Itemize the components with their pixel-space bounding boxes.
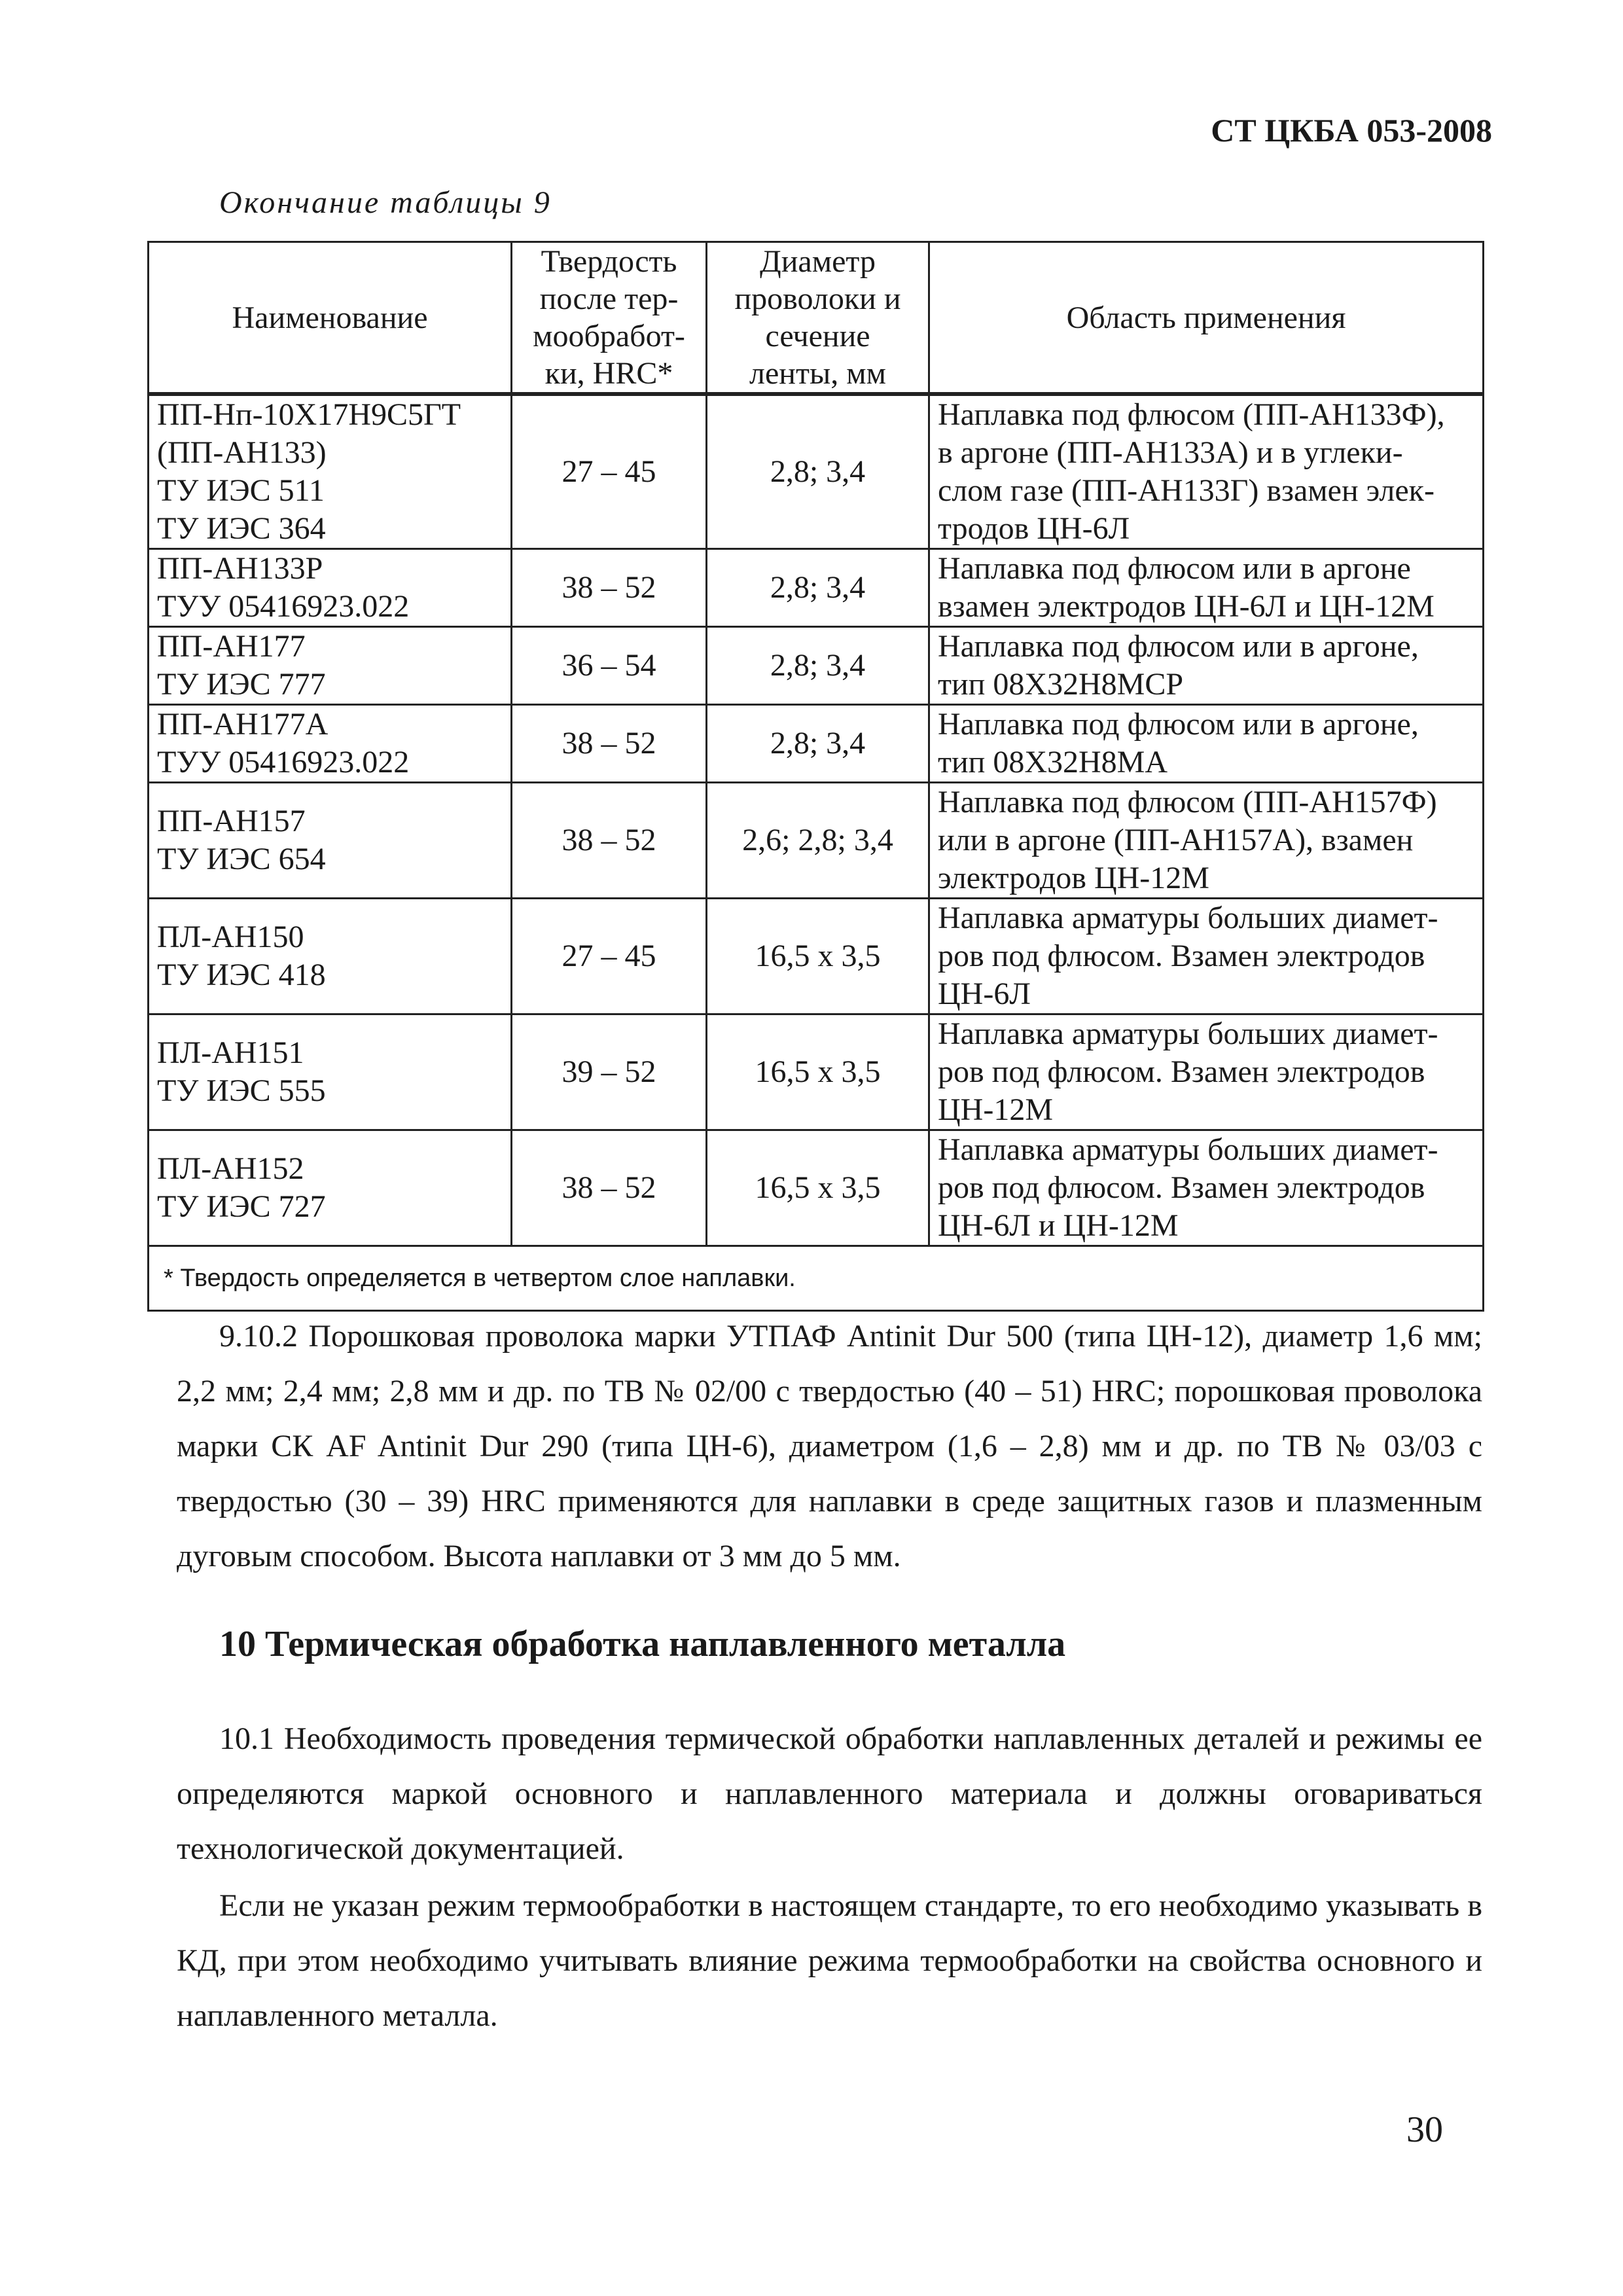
cell-diameter: 2,6; 2,8; 3,4 bbox=[707, 783, 929, 899]
column-header-application: Область применения bbox=[929, 242, 1484, 395]
cell-application: Наплавка под флюсом (ПП-АН133Ф), в аргоне (ПП-АН133А) и в углеки- слом газе (ПП-АН133Г) взамен элек- тродов ЦН-6Л bbox=[929, 394, 1484, 549]
table-row bbox=[149, 549, 1484, 627]
table-row bbox=[149, 394, 1484, 549]
cell-name: ПЛ-АН152 ТУ ИЭС 727 bbox=[149, 1130, 512, 1246]
cell-name: ПП-АН177А ТУУ 05416923.022 bbox=[149, 705, 512, 783]
table-row bbox=[149, 1130, 1484, 1246]
cell-hardness: 27 – 45 bbox=[512, 394, 707, 549]
cell-hardness: 38 – 52 bbox=[512, 549, 707, 627]
paragraph-10-1: 10.1 Необходимость проведения термической обработки наплавленных деталей и режимы ее определяются маркой основного и наплавленного материала и должны оговариваться технологической документацией. bbox=[177, 1721, 1482, 1866]
table-row bbox=[149, 1014, 1484, 1130]
section-title-10: 10 Термическая обработка наплавленного металла bbox=[219, 1624, 1066, 1664]
table-footnote: * Твердость определяется в четвертом слое наплавки. bbox=[149, 1246, 1484, 1311]
cell-application: Наплавка под флюсом (ПП-АН157Ф) или в аргоне (ПП-АН157А), взамен электродов ЦН-12М bbox=[929, 783, 1484, 899]
cell-hardness: 39 – 52 bbox=[512, 1014, 707, 1130]
column-header-diameter: Диаметр проволоки и сечение ленты, мм bbox=[707, 242, 929, 395]
table-header-row bbox=[149, 242, 1484, 395]
cell-name: ПП-АН133Р ТУУ 05416923.022 bbox=[149, 549, 512, 627]
cell-application: Наплавка арматуры больших диамет- ров под флюсом. Взамен электродов ЦН-6Л bbox=[929, 899, 1484, 1014]
cell-hardness: 27 – 45 bbox=[512, 899, 707, 1014]
cell-name: ПП-Нп-10Х17Н9С5ГТ (ПП-АН133) ТУ ИЭС 511 ТУ ИЭС 364 bbox=[149, 394, 512, 549]
paragraph-10-1-continued: Если не указан режим термообработки в настоящем стандарте, то его необходимо указывать в КД, при этом необходимо учитывать влияние режима термообработки на свойства основного и наплавленного металла. bbox=[177, 1888, 1482, 2033]
cell-diameter: 2,8; 3,4 bbox=[707, 705, 929, 783]
table-9 bbox=[147, 241, 1484, 1312]
cell-diameter: 16,5 х 3,5 bbox=[707, 1130, 929, 1246]
cell-hardness: 36 – 54 bbox=[512, 627, 707, 705]
table-row bbox=[149, 783, 1484, 899]
table-footnote-row bbox=[149, 1246, 1484, 1311]
cell-application: Наплавка арматуры больших диамет- ров под флюсом. Взамен электродов ЦН-12М bbox=[929, 1014, 1484, 1130]
cell-name: ПП-АН157 ТУ ИЭС 654 bbox=[149, 783, 512, 899]
cell-application: Наплавка под флюсом или в аргоне взамен электродов ЦН-6Л и ЦН-12М bbox=[929, 549, 1484, 627]
cell-diameter: 16,5 х 3,5 bbox=[707, 899, 929, 1014]
cell-application: Наплавка под флюсом или в аргоне, тип 08Х32Н8МА bbox=[929, 705, 1484, 783]
cell-hardness: 38 – 52 bbox=[512, 705, 707, 783]
column-header-name: Наименование bbox=[149, 242, 512, 395]
table-row bbox=[149, 899, 1484, 1014]
document-code: СТ ЦКБА 053-2008 bbox=[1211, 112, 1492, 149]
cell-name: ПП-АН177 ТУ ИЭС 777 bbox=[149, 627, 512, 705]
table-caption: Окончание таблицы 9 bbox=[219, 185, 552, 220]
paragraph-9-10-2: 9.10.2 Порошковая проволока марки УТПАФ Antinit Dur 500 (типа ЦН-12), диаметр 1,6 мм; 2,2 мм; 2,4 мм; 2,8 мм и др. по ТВ № 02/00 с твердостью (40 – 51) HRC; порошковая проволока марки СК AF Antinit Dur 290 (типа ЦН-6), диаметром (1,6 – 2,8) мм и др. по ТВ № 03/03 с твердостью (30 – 39) HRC применяются для наплавки в среде защитных газов и плазменным дуговым способом. Высота наплавки от 3 мм до 5 мм. bbox=[177, 1319, 1483, 1573]
table-row bbox=[149, 705, 1484, 783]
column-header-hardness: Твердость после тер- мообработ- ки, HRC* bbox=[512, 242, 707, 395]
table-row bbox=[149, 627, 1484, 705]
cell-diameter: 2,8; 3,4 bbox=[707, 394, 929, 549]
page-number: 30 bbox=[1406, 2109, 1443, 2150]
cell-name: ПЛ-АН150 ТУ ИЭС 418 bbox=[149, 899, 512, 1014]
cell-hardness: 38 – 52 bbox=[512, 1130, 707, 1246]
cell-application: Наплавка под флюсом или в аргоне, тип 08Х32Н8МСР bbox=[929, 627, 1484, 705]
cell-diameter: 2,8; 3,4 bbox=[707, 549, 929, 627]
cell-name: ПЛ-АН151 ТУ ИЭС 555 bbox=[149, 1014, 512, 1130]
cell-diameter: 2,8; 3,4 bbox=[707, 627, 929, 705]
cell-diameter: 16,5 х 3,5 bbox=[707, 1014, 929, 1130]
cell-application: Наплавка арматуры больших диамет- ров под флюсом. Взамен электродов ЦН-6Л и ЦН-12М bbox=[929, 1130, 1484, 1246]
cell-hardness: 38 – 52 bbox=[512, 783, 707, 899]
